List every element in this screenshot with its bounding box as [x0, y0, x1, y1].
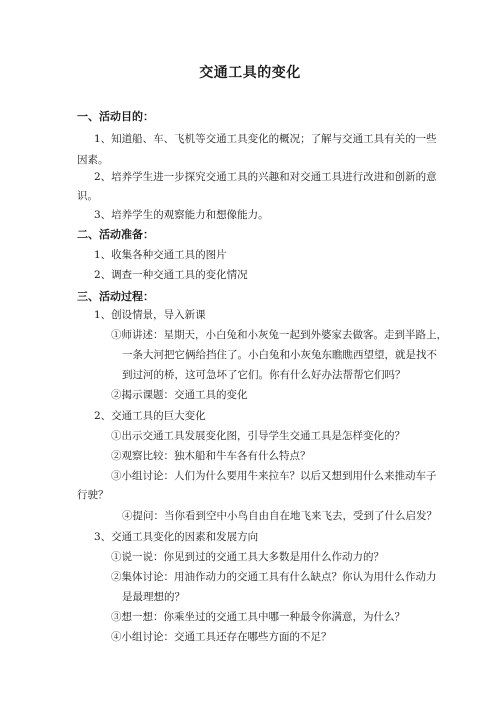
goal-line: 2、培养学生进一步探究交通工具的兴趣和对交通工具进行改进和创新的意 [94, 171, 437, 183]
section-heading-process: 三、活动过程： [77, 290, 154, 303]
process-line: ②观察比较：独木船和牛车各有什么特点？ [111, 450, 311, 462]
section-heading-prep: 二、活动准备： [77, 228, 154, 241]
process-line: ②揭示课题：交通工具的变化 [111, 389, 248, 401]
prep-line: 2、调查一种交通工具的变化情况 [94, 269, 248, 281]
process-line: ①师讲述：星期天，小白兔和小灰兔一起到外婆家去做客。走到半路上， [111, 329, 447, 341]
section-heading-goal: 一、活动目的： [77, 110, 154, 123]
goal-line: 因素。 [77, 154, 109, 166]
process-line: ④提问：当你看到空中小鸟自由自在地飞来飞去，受到了什么启发？ [122, 510, 437, 522]
process-line: 3、交通工具变化的因素和发展方向 [94, 531, 259, 543]
process-line: ①出示交通工具发展变化图，引导学生交通工具是怎样变化的？ [111, 430, 405, 442]
prep-line: 1、收集各种交通工具的图片 [94, 249, 227, 261]
process-line: ③想一想：你乘坐过的交通工具中哪一种最令你满意，为什么？ [111, 611, 405, 623]
process-line: ③小组讨论：人们为什么要用牛来拉车？以后又想到用什么来推动车子 [111, 470, 437, 482]
process-line: 一条大河把它俩给挡住了。小白兔和小灰兔东瞧瞧西望望，就是找不 [122, 349, 437, 361]
process-line: ①说一说：你见到过的交通工具大多数是用什么作动力的？ [111, 551, 384, 563]
process-line: ④小组讨论：交通工具还存在哪些方面的不足？ [111, 631, 332, 643]
process-line: 1、创设情景，导入新课 [94, 309, 206, 321]
goal-line: 识。 [77, 190, 98, 202]
process-line: 是最理想的？ [122, 591, 185, 603]
document-title: 交通工具的变化 [199, 65, 301, 81]
process-line: 2、交通工具的巨大变化 [94, 410, 206, 422]
process-line: 行驶？ [77, 489, 109, 501]
process-line: ②集体讨论：用油作动力的交通工具有什么缺点？你认为用什么作动力 [111, 571, 437, 583]
goal-line: 3、培养学生的观察能力和想像能力。 [94, 209, 269, 221]
goal-line: 1、知道船、车、飞机等交通工具变化的概况；了解与交通工具有关的一些 [94, 133, 437, 145]
process-line: 到过河的桥，这可急坏了它们。你有什么好办法帮帮它们吗？ [122, 369, 406, 381]
